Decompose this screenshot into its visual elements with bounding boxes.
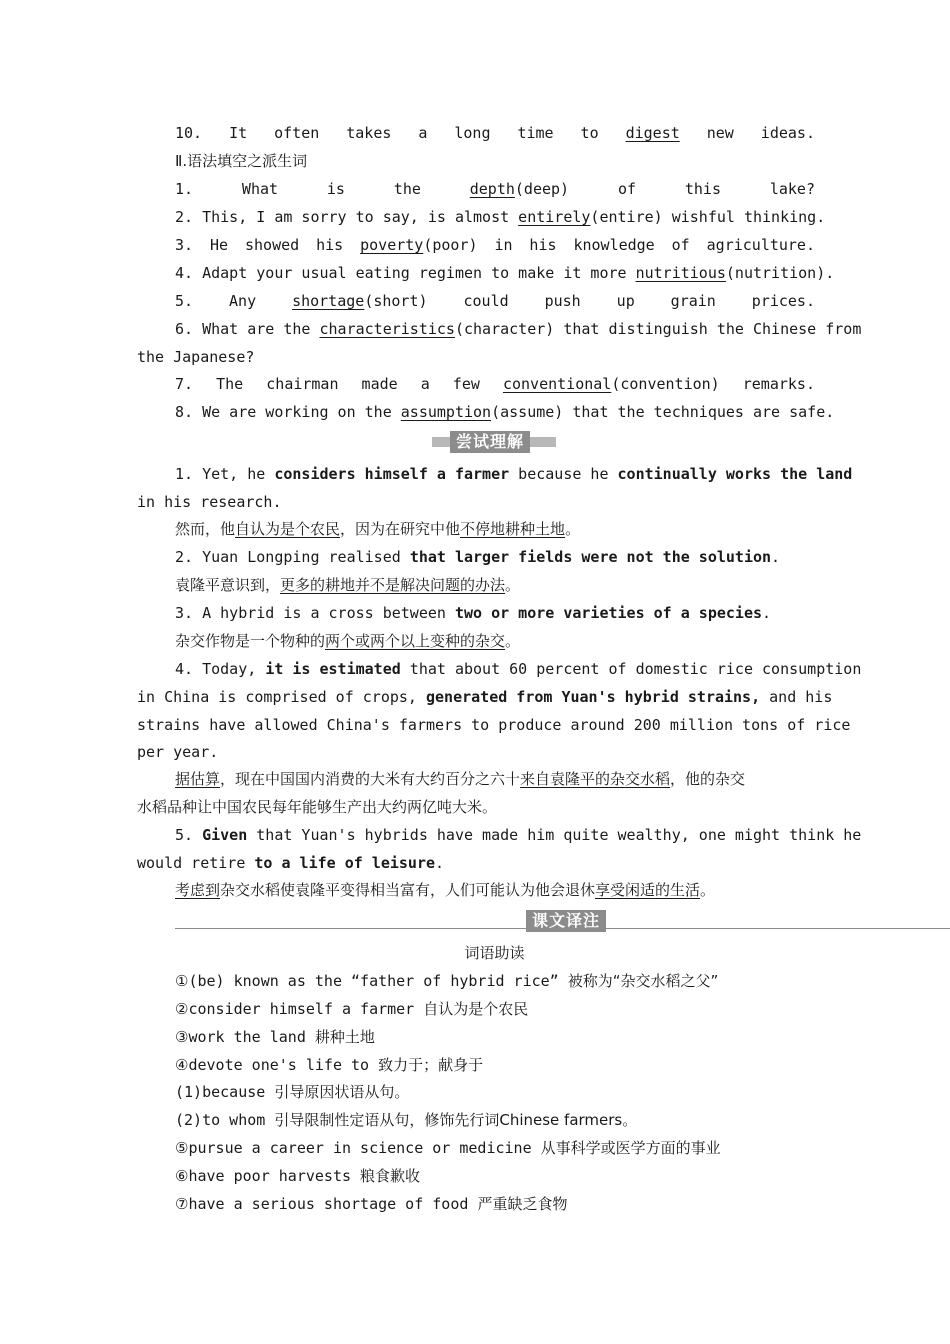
answer: digest xyxy=(625,124,680,142)
grammar-item-4: 4. Adapt your usual eating regimen to make it more nutritious(nutrition). xyxy=(175,264,835,282)
sentence-4-cn: 据估算，现在中国国内消费的大米有大约百分之六十来自袁隆平的杂交水稻，他的杂交 xyxy=(175,770,746,788)
grammar-item-6-cont: the Japanese? xyxy=(137,348,255,366)
sentence-2-en: 2. Yuan Longping realised that larger fields were not the solution. xyxy=(175,548,781,566)
grammar-item-3: 3. He showed his poverty(poor) in his knowledge of agriculture. xyxy=(175,236,815,254)
answer: characteristics xyxy=(319,320,455,338)
note-2: ②consider himself a farmer 自认为是个农民 xyxy=(175,1000,529,1018)
vocab-help-title: 词语助读 xyxy=(464,944,525,962)
sentence-2-cn: 袁隆平意识到，更多的耕地并不是解决问题的办法。 xyxy=(175,576,521,594)
note-4: ④devote one's life to 致力于；献身于 xyxy=(175,1056,484,1074)
sentence-1-en: 1. Yet, he considers himself a farmer because he continually works the land xyxy=(175,465,853,483)
sentence-4-en-line3: strains have allowed China's farmers to produce around 200 million tons of rice xyxy=(137,716,851,734)
grammar-item-7: 7. The chairman made a few conventional(convention) remarks. xyxy=(175,375,815,393)
note-6: ⑥have poor harvests 粮食歉收 xyxy=(175,1167,421,1185)
answer: depth xyxy=(469,180,515,198)
sentence-1-cn: 然而，他自认为是个农民，因为在研究中他不停地耕种土地。 xyxy=(175,520,581,538)
note-5: ⑤pursue a career in science or medicine 从事科学或医学方面的事业 xyxy=(175,1139,721,1157)
note-4-sub-2: (2)to whom 引导限制性定语从句，修饰先行词Chinese farmers。 xyxy=(175,1111,638,1129)
sentence-4-cn-line2: 水稻品种让中国农民每年能够生产出大约两亿吨大米。 xyxy=(137,798,498,816)
grammar-item-2: 2. This, I am sorry to say, is almost entirely(entire) wishful thinking. xyxy=(175,208,826,226)
banner-label: 课文译注 xyxy=(526,910,606,932)
grammar-item-6: 6. What are the characteristics(character) that distinguish the Chinese from xyxy=(175,320,862,338)
section-heading-grammar: Ⅱ.语法填空之派生词 xyxy=(175,152,308,170)
sentence-5-cn: 考虑到杂交水稻使袁隆平变得相当富有，人们可能认为他会退休享受闲适的生活。 xyxy=(175,881,716,899)
answer: assumption xyxy=(400,403,492,421)
sentence-5-en: 5. Given that Yuan's hybrids have made him quite wealthy, one might think he xyxy=(175,826,862,844)
answer: poverty xyxy=(360,236,424,254)
grammar-item-1: 1. What is the depth(deep) of this lake? xyxy=(175,180,815,198)
sentence-5-en-line2: would retire to a life of leisure. xyxy=(137,854,445,872)
answer: conventional xyxy=(502,375,612,393)
sentence-3-cn: 杂交作物是一个物种的两个或两个以上变种的杂交。 xyxy=(175,632,521,650)
note-7: ⑦have a serious shortage of food 严重缺乏食物 xyxy=(175,1195,568,1213)
answer: nutritious xyxy=(635,264,726,282)
grammar-item-5: 5. Any shortage(short) could push up grain prices. xyxy=(175,292,815,310)
note-4-sub-1: (1)because 引导原因状语从句。 xyxy=(175,1083,410,1101)
sentence-4-en-line4: per year. xyxy=(137,743,219,761)
sentence-4-en: 4. Today, it is estimated that about 60 percent of domestic rice consumption xyxy=(175,660,862,678)
section-banner-annotations xyxy=(520,910,620,932)
banner-label: 尝试理解 xyxy=(450,431,530,453)
sentence-4-en-line2: in China is comprised of crops, generated from Yuan's hybrid strains, and his xyxy=(137,688,833,706)
grammar-item-8: 8. We are working on the assumption(assume) that the techniques are safe. xyxy=(175,403,835,421)
vocab-item-10: 10. It often takes a long time to digest new ideas. xyxy=(175,124,815,142)
section-banner-understand xyxy=(432,431,556,453)
note-1: ①(be) known as the “father of hybrid rice” 被称为“杂交水稻之父” xyxy=(175,972,719,990)
answer: shortage xyxy=(292,292,365,310)
sentence-3-en: 3. A hybrid is a cross between two or more varieties of a species. xyxy=(175,604,772,622)
note-3: ③work the land 耕种土地 xyxy=(175,1028,375,1046)
sentence-1-en-cont: in his research. xyxy=(137,493,282,511)
answer: entirely xyxy=(518,208,591,226)
